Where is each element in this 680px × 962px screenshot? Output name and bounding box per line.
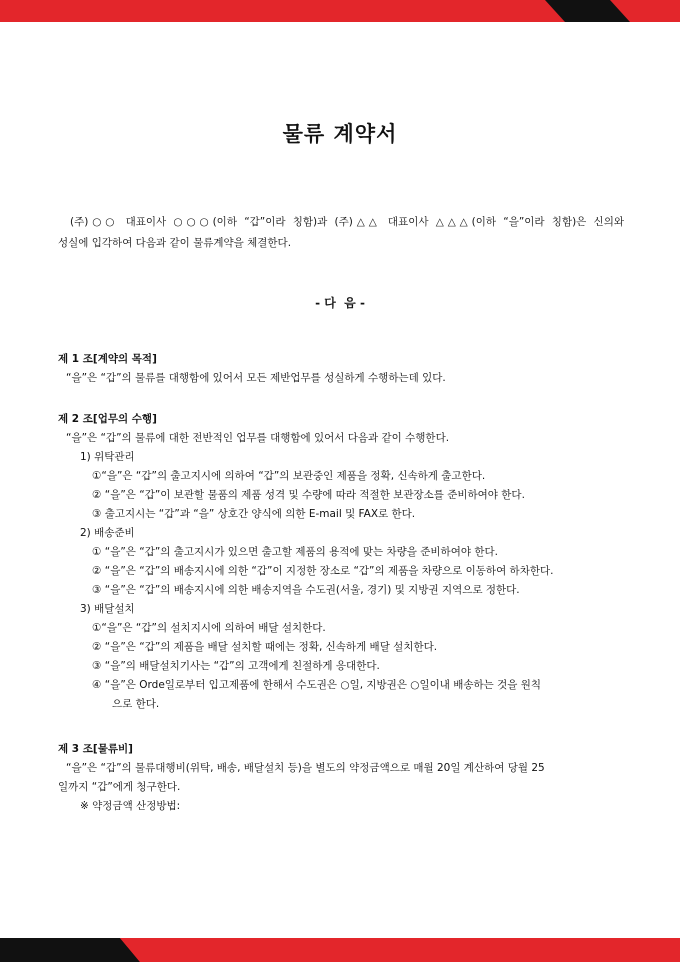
list-item: ③ “을”의 배달설치기사는 “갑”의 고객에게 친절하게 응대한다. <box>92 660 380 672</box>
subsection-title: 3) 배달설치 <box>80 603 135 615</box>
top-decorative-band <box>0 0 680 22</box>
intro-paragraph <box>58 212 624 254</box>
article-1 <box>58 350 628 388</box>
top-band-graphic <box>0 0 680 22</box>
list-item: ①“을”은 “갑”의 출고지시에 의하여 “갑”의 보관중인 제품을 정확, 신속하게 출고한다. <box>92 470 486 482</box>
subsection-title: 2) 배송준비 <box>80 527 135 539</box>
section-divider: - 다 음 - <box>315 296 365 310</box>
article-3-body-line-2: 일까지 “갑”에게 청구한다. <box>58 781 181 793</box>
list-item: ④ “을”은 Orde일로부터 입고제품에 한해서 수도권은 ○일, 지방권은 ○일이내 배송하는 것을 원칙 <box>92 679 542 691</box>
article-3 <box>58 740 628 816</box>
article-3-heading: 제 3 조[물류비] <box>58 743 133 755</box>
intro-line-2: 성실에 입각하여 다음과 같이 물류계약을 체결한다. <box>58 237 292 249</box>
bottom-band-graphic <box>0 938 680 962</box>
list-item: ①“을”은 “갑”의 설치지시에 의하여 배달 설치한다. <box>92 622 326 634</box>
article-3-note: ※ 약정금액 산정방법: <box>80 800 181 812</box>
article-1-heading: 제 1 조[계약의 목적] <box>58 353 157 365</box>
list-item: ② “을”은 “갑”의 제품을 배달 설치할 때에는 정확, 신속하게 배달 설치한다. <box>92 641 438 653</box>
article-2 <box>58 410 628 714</box>
article-1-body: “을”은 “갑”의 물류를 대행함에 있어서 모든 제반업무를 성실하게 수행하는데 있다. <box>66 372 446 384</box>
bottom-decorative-band <box>0 938 680 962</box>
list-item: ① “을”은 “갑”의 출고지시가 있으면 출고할 제품의 용적에 맞는 차량을 준비하여야 한다. <box>92 546 498 558</box>
article-2-heading: 제 2 조[업무의 수행] <box>58 413 157 425</box>
intro-line-1: (주)○○ 대표이사 ○○○(이하 “갑”이라 칭함)과 (주)△△ 대표이사 △△△(이하 “을”이라 칭함)은 신의와 <box>70 216 624 228</box>
page-title: 물류 계약서 <box>282 122 398 146</box>
list-item-continuation: 으로 한다. <box>112 698 160 710</box>
subsection-title: 1) 위탁관리 <box>80 451 135 463</box>
list-item: ② “을”은 “갑”이 보관할 물품의 제품 성격 및 수량에 따라 적절한 보관장소를 준비하여야 한다. <box>92 489 525 501</box>
list-item: ③ 출고지시는 “갑”과 “을” 상호간 양식에 의한 E-mail 및 FAX로 한다. <box>92 508 416 520</box>
article-2-body: “을”은 “갑”의 물류에 대한 전반적인 업무를 대행함에 있어서 다음과 같이 수행한다. <box>66 432 450 444</box>
list-item: ② “을”은 “갑”의 배송지시에 의한 “갑”이 지정한 장소로 “갑”의 제품을 차량으로 이동하여 하차한다. <box>92 565 554 577</box>
list-item: ③ “을”은 “갑”의 배송지시에 의한 배송지역을 수도권(서울, 경기) 및 지방권 지역으로 정한다. <box>92 584 520 596</box>
article-3-body-line-1: “을”은 “갑”의 물류대행비(위탁, 배송, 배달설치 등)을 별도의 약정금액으로 매월 20일 계산하여 당월 25 <box>66 762 545 774</box>
